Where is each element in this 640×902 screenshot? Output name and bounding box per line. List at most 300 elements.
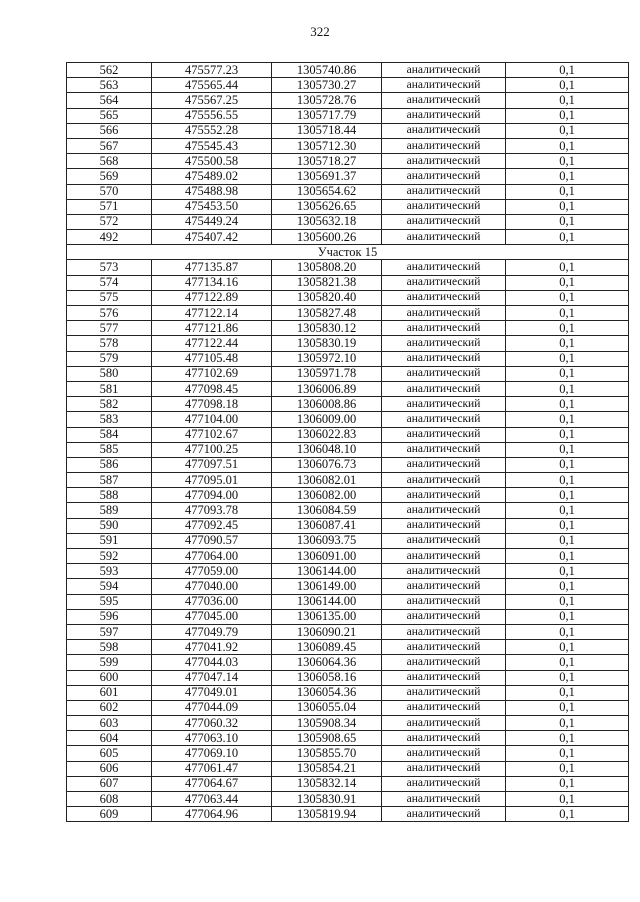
point-number-cell: 583 — [67, 412, 152, 427]
point-number-cell: 597 — [67, 624, 152, 639]
point-number-cell: 601 — [67, 685, 152, 700]
accuracy-cell: 0,1 — [506, 214, 629, 229]
accuracy-cell: 0,1 — [506, 397, 629, 412]
accuracy-cell: 0,1 — [506, 123, 629, 138]
x-coordinate-cell: 475449.24 — [152, 214, 272, 229]
accuracy-cell: 0,1 — [506, 609, 629, 624]
x-coordinate-cell: 477049.01 — [152, 685, 272, 700]
point-number-cell: 562 — [67, 63, 152, 78]
x-coordinate-cell: 477063.10 — [152, 731, 272, 746]
point-number-cell: 605 — [67, 746, 152, 761]
method-cell: аналитический — [382, 78, 506, 93]
section-header-body — [67, 245, 629, 260]
x-coordinate-cell: 477064.00 — [152, 549, 272, 564]
table-row — [67, 397, 629, 412]
method-cell: аналитический — [382, 260, 506, 275]
method-cell: аналитический — [382, 640, 506, 655]
method-cell: аналитический — [382, 351, 506, 366]
accuracy-cell: 0,1 — [506, 640, 629, 655]
point-number-cell: 566 — [67, 123, 152, 138]
x-coordinate-cell: 477041.92 — [152, 640, 272, 655]
table-row — [67, 123, 629, 138]
x-coordinate-cell: 477094.00 — [152, 488, 272, 503]
accuracy-cell: 0,1 — [506, 579, 629, 594]
accuracy-cell: 0,1 — [506, 306, 629, 321]
table-row — [67, 366, 629, 381]
y-coordinate-cell: 1306084.59 — [272, 503, 382, 518]
point-number-cell: 570 — [67, 184, 152, 199]
point-number-cell: 574 — [67, 275, 152, 290]
method-cell: аналитический — [382, 427, 506, 442]
x-coordinate-cell: 477044.03 — [152, 655, 272, 670]
method-cell: аналитический — [382, 336, 506, 351]
y-coordinate-cell: 1306089.45 — [272, 640, 382, 655]
table-row — [67, 138, 629, 153]
method-cell: аналитический — [382, 169, 506, 184]
method-cell: аналитический — [382, 412, 506, 427]
accuracy-cell: 0,1 — [506, 351, 629, 366]
table-row — [67, 351, 629, 366]
x-coordinate-cell: 477069.10 — [152, 746, 272, 761]
table-row — [67, 807, 629, 822]
method-cell: аналитический — [382, 533, 506, 548]
y-coordinate-cell: 1306082.00 — [272, 488, 382, 503]
x-coordinate-cell: 477061.47 — [152, 761, 272, 776]
table-row — [67, 731, 629, 746]
point-number-cell: 585 — [67, 442, 152, 457]
accuracy-cell: 0,1 — [506, 230, 629, 245]
method-cell: аналитический — [382, 123, 506, 138]
x-coordinate-cell: 477100.25 — [152, 442, 272, 457]
y-coordinate-cell: 1306144.00 — [272, 564, 382, 579]
x-coordinate-cell: 477098.45 — [152, 381, 272, 396]
point-number-cell: 603 — [67, 716, 152, 731]
table-row — [67, 518, 629, 533]
y-coordinate-cell: 1305854.21 — [272, 761, 382, 776]
method-cell: аналитический — [382, 488, 506, 503]
point-number-cell: 563 — [67, 78, 152, 93]
accuracy-cell: 0,1 — [506, 154, 629, 169]
point-number-cell: 586 — [67, 457, 152, 472]
accuracy-cell: 0,1 — [506, 336, 629, 351]
method-cell: аналитический — [382, 230, 506, 245]
y-coordinate-cell: 1305632.18 — [272, 214, 382, 229]
accuracy-cell: 0,1 — [506, 169, 629, 184]
method-cell: аналитический — [382, 381, 506, 396]
accuracy-cell: 0,1 — [506, 199, 629, 214]
point-number-cell: 565 — [67, 108, 152, 123]
x-coordinate-cell: 477092.45 — [152, 518, 272, 533]
y-coordinate-cell: 1305730.27 — [272, 78, 382, 93]
method-cell: аналитический — [382, 214, 506, 229]
y-coordinate-cell: 1305718.44 — [272, 123, 382, 138]
y-coordinate-cell: 1306082.01 — [272, 473, 382, 488]
accuracy-cell: 0,1 — [506, 624, 629, 639]
y-coordinate-cell: 1306149.00 — [272, 579, 382, 594]
accuracy-cell: 0,1 — [506, 518, 629, 533]
accuracy-cell: 0,1 — [506, 807, 629, 822]
table-row — [67, 169, 629, 184]
point-number-cell: 594 — [67, 579, 152, 594]
x-coordinate-cell: 475488.98 — [152, 184, 272, 199]
y-coordinate-cell: 1305712.30 — [272, 138, 382, 153]
table-row — [67, 776, 629, 791]
method-cell: аналитический — [382, 564, 506, 579]
method-cell: аналитический — [382, 594, 506, 609]
accuracy-cell: 0,1 — [506, 427, 629, 442]
x-coordinate-cell: 477059.00 — [152, 564, 272, 579]
y-coordinate-cell: 1305827.48 — [272, 306, 382, 321]
y-coordinate-cell: 1306087.41 — [272, 518, 382, 533]
x-coordinate-cell: 475500.58 — [152, 154, 272, 169]
point-number-cell: 593 — [67, 564, 152, 579]
y-coordinate-cell: 1306058.16 — [272, 670, 382, 685]
table-row — [67, 275, 629, 290]
y-coordinate-cell: 1305819.94 — [272, 807, 382, 822]
table-row — [67, 609, 629, 624]
x-coordinate-cell: 475552.28 — [152, 123, 272, 138]
accuracy-cell: 0,1 — [506, 746, 629, 761]
method-cell: аналитический — [382, 184, 506, 199]
method-cell: аналитический — [382, 685, 506, 700]
x-coordinate-cell: 477090.57 — [152, 533, 272, 548]
x-coordinate-cell: 477134.16 — [152, 275, 272, 290]
accuracy-cell: 0,1 — [506, 381, 629, 396]
method-cell: аналитический — [382, 275, 506, 290]
point-number-cell: 606 — [67, 761, 152, 776]
accuracy-cell: 0,1 — [506, 700, 629, 715]
accuracy-cell: 0,1 — [506, 792, 629, 807]
method-cell: аналитический — [382, 700, 506, 715]
point-number-cell: 579 — [67, 351, 152, 366]
page-number: 322 — [310, 24, 330, 39]
point-number-cell: 590 — [67, 518, 152, 533]
y-coordinate-cell: 1306090.21 — [272, 624, 382, 639]
accuracy-cell: 0,1 — [506, 366, 629, 381]
table-body-after — [67, 260, 629, 822]
y-coordinate-cell: 1306055.04 — [272, 700, 382, 715]
y-coordinate-cell: 1305971.78 — [272, 366, 382, 381]
method-cell: аналитический — [382, 624, 506, 639]
point-number-cell: 575 — [67, 290, 152, 305]
point-number-cell: 578 — [67, 336, 152, 351]
table-body-before — [67, 63, 629, 245]
y-coordinate-cell: 1305820.40 — [272, 290, 382, 305]
accuracy-cell: 0,1 — [506, 78, 629, 93]
table-row — [67, 336, 629, 351]
table-row — [67, 78, 629, 93]
method-cell: аналитический — [382, 792, 506, 807]
y-coordinate-cell: 1305830.91 — [272, 792, 382, 807]
method-cell: аналитический — [382, 457, 506, 472]
table-row — [67, 306, 629, 321]
method-cell: аналитический — [382, 776, 506, 791]
point-number-cell: 577 — [67, 321, 152, 336]
accuracy-cell: 0,1 — [506, 184, 629, 199]
method-cell: аналитический — [382, 154, 506, 169]
point-number-cell: 580 — [67, 366, 152, 381]
x-coordinate-cell: 475407.42 — [152, 230, 272, 245]
accuracy-cell: 0,1 — [506, 108, 629, 123]
table-row — [67, 640, 629, 655]
x-coordinate-cell: 475577.23 — [152, 63, 272, 78]
table-row — [67, 442, 629, 457]
point-number-cell: 584 — [67, 427, 152, 442]
y-coordinate-cell: 1306006.89 — [272, 381, 382, 396]
table-row — [67, 533, 629, 548]
accuracy-cell: 0,1 — [506, 594, 629, 609]
table-row — [67, 624, 629, 639]
table-row — [67, 594, 629, 609]
table-row — [67, 321, 629, 336]
method-cell: аналитический — [382, 93, 506, 108]
method-cell: аналитический — [382, 321, 506, 336]
x-coordinate-cell: 477044.09 — [152, 700, 272, 715]
x-coordinate-cell: 475565.44 — [152, 78, 272, 93]
x-coordinate-cell: 477097.51 — [152, 457, 272, 472]
y-coordinate-cell: 1306064.36 — [272, 655, 382, 670]
y-coordinate-cell: 1306135.00 — [272, 609, 382, 624]
y-coordinate-cell: 1306144.00 — [272, 594, 382, 609]
accuracy-cell: 0,1 — [506, 685, 629, 700]
accuracy-cell: 0,1 — [506, 321, 629, 336]
y-coordinate-cell: 1306022.83 — [272, 427, 382, 442]
method-cell: аналитический — [382, 473, 506, 488]
y-coordinate-cell: 1305600.26 — [272, 230, 382, 245]
x-coordinate-cell: 477047.14 — [152, 670, 272, 685]
x-coordinate-cell: 477105.48 — [152, 351, 272, 366]
method-cell: аналитический — [382, 518, 506, 533]
accuracy-cell: 0,1 — [506, 670, 629, 685]
point-number-cell: 567 — [67, 138, 152, 153]
table-row — [67, 154, 629, 169]
point-number-cell: 588 — [67, 488, 152, 503]
point-number-cell: 569 — [67, 169, 152, 184]
accuracy-cell: 0,1 — [506, 260, 629, 275]
x-coordinate-cell: 477135.87 — [152, 260, 272, 275]
y-coordinate-cell: 1305717.79 — [272, 108, 382, 123]
method-cell: аналитический — [382, 306, 506, 321]
x-coordinate-cell: 475489.02 — [152, 169, 272, 184]
table-row — [67, 670, 629, 685]
accuracy-cell: 0,1 — [506, 731, 629, 746]
point-number-cell: 568 — [67, 154, 152, 169]
accuracy-cell: 0,1 — [506, 290, 629, 305]
table-row — [67, 685, 629, 700]
method-cell: аналитический — [382, 397, 506, 412]
x-coordinate-cell: 477064.67 — [152, 776, 272, 791]
point-number-cell: 581 — [67, 381, 152, 396]
table-row — [67, 63, 629, 78]
method-cell: аналитический — [382, 761, 506, 776]
accuracy-cell: 0,1 — [506, 442, 629, 457]
table-row — [67, 746, 629, 761]
accuracy-cell: 0,1 — [506, 761, 629, 776]
y-coordinate-cell: 1305718.27 — [272, 154, 382, 169]
section-header-row — [67, 245, 629, 260]
y-coordinate-cell: 1305821.38 — [272, 275, 382, 290]
point-number-cell: 592 — [67, 549, 152, 564]
x-coordinate-cell: 475567.25 — [152, 93, 272, 108]
coordinates-table — [66, 62, 629, 822]
point-number-cell: 492 — [67, 230, 152, 245]
method-cell: аналитический — [382, 731, 506, 746]
y-coordinate-cell: 1306008.86 — [272, 397, 382, 412]
y-coordinate-cell: 1305830.19 — [272, 336, 382, 351]
point-number-cell: 607 — [67, 776, 152, 791]
table-row — [67, 792, 629, 807]
y-coordinate-cell: 1306091.00 — [272, 549, 382, 564]
point-number-cell: 608 — [67, 792, 152, 807]
method-cell: аналитический — [382, 503, 506, 518]
point-number-cell: 596 — [67, 609, 152, 624]
x-coordinate-cell: 477064.96 — [152, 807, 272, 822]
method-cell: аналитический — [382, 63, 506, 78]
accuracy-cell: 0,1 — [506, 473, 629, 488]
x-coordinate-cell: 477036.00 — [152, 594, 272, 609]
method-cell: аналитический — [382, 199, 506, 214]
y-coordinate-cell: 1305855.70 — [272, 746, 382, 761]
point-number-cell: 589 — [67, 503, 152, 518]
y-coordinate-cell: 1305691.37 — [272, 169, 382, 184]
table-row — [67, 230, 629, 245]
accuracy-cell: 0,1 — [506, 533, 629, 548]
x-coordinate-cell: 475556.55 — [152, 108, 272, 123]
method-cell: аналитический — [382, 609, 506, 624]
y-coordinate-cell: 1305832.14 — [272, 776, 382, 791]
accuracy-cell: 0,1 — [506, 549, 629, 564]
table-row — [67, 381, 629, 396]
x-coordinate-cell: 477122.89 — [152, 290, 272, 305]
accuracy-cell: 0,1 — [506, 412, 629, 427]
point-number-cell: 598 — [67, 640, 152, 655]
x-coordinate-cell: 477060.32 — [152, 716, 272, 731]
x-coordinate-cell: 477102.67 — [152, 427, 272, 442]
point-number-cell: 602 — [67, 700, 152, 715]
method-cell: аналитический — [382, 746, 506, 761]
point-number-cell: 604 — [67, 731, 152, 746]
point-number-cell: 571 — [67, 199, 152, 214]
table-row — [67, 184, 629, 199]
method-cell: аналитический — [382, 442, 506, 457]
x-coordinate-cell: 477102.69 — [152, 366, 272, 381]
table-row — [67, 199, 629, 214]
table-row — [67, 412, 629, 427]
point-number-cell: 576 — [67, 306, 152, 321]
y-coordinate-cell: 1305972.10 — [272, 351, 382, 366]
x-coordinate-cell: 477040.00 — [152, 579, 272, 594]
section-label: Участок 15 — [67, 245, 629, 260]
table-row — [67, 579, 629, 594]
point-number-cell: 572 — [67, 214, 152, 229]
method-cell: аналитический — [382, 366, 506, 381]
x-coordinate-cell: 477098.18 — [152, 397, 272, 412]
accuracy-cell: 0,1 — [506, 488, 629, 503]
accuracy-cell: 0,1 — [506, 63, 629, 78]
y-coordinate-cell: 1306093.75 — [272, 533, 382, 548]
x-coordinate-cell: 475545.43 — [152, 138, 272, 153]
point-number-cell: 599 — [67, 655, 152, 670]
y-coordinate-cell: 1305808.20 — [272, 260, 382, 275]
x-coordinate-cell: 477122.14 — [152, 306, 272, 321]
accuracy-cell: 0,1 — [506, 716, 629, 731]
table-row — [67, 761, 629, 776]
accuracy-cell: 0,1 — [506, 503, 629, 518]
y-coordinate-cell: 1305830.12 — [272, 321, 382, 336]
table-row — [67, 108, 629, 123]
table-row — [67, 473, 629, 488]
x-coordinate-cell: 477045.00 — [152, 609, 272, 624]
method-cell: аналитический — [382, 807, 506, 822]
table-row — [67, 290, 629, 305]
point-number-cell: 591 — [67, 533, 152, 548]
point-number-cell: 564 — [67, 93, 152, 108]
accuracy-cell: 0,1 — [506, 776, 629, 791]
table-row — [67, 503, 629, 518]
y-coordinate-cell: 1306048.10 — [272, 442, 382, 457]
accuracy-cell: 0,1 — [506, 275, 629, 290]
table-row — [67, 716, 629, 731]
table-row — [67, 214, 629, 229]
method-cell: аналитический — [382, 549, 506, 564]
x-coordinate-cell: 477104.00 — [152, 412, 272, 427]
x-coordinate-cell: 477122.44 — [152, 336, 272, 351]
table-row — [67, 700, 629, 715]
y-coordinate-cell: 1305740.86 — [272, 63, 382, 78]
table-row — [67, 457, 629, 472]
y-coordinate-cell: 1306054.36 — [272, 685, 382, 700]
accuracy-cell: 0,1 — [506, 655, 629, 670]
table-row — [67, 427, 629, 442]
accuracy-cell: 0,1 — [506, 93, 629, 108]
point-number-cell: 587 — [67, 473, 152, 488]
point-number-cell: 582 — [67, 397, 152, 412]
method-cell: аналитический — [382, 138, 506, 153]
x-coordinate-cell: 477095.01 — [152, 473, 272, 488]
y-coordinate-cell: 1306076.73 — [272, 457, 382, 472]
y-coordinate-cell: 1306009.00 — [272, 412, 382, 427]
y-coordinate-cell: 1305654.62 — [272, 184, 382, 199]
point-number-cell: 595 — [67, 594, 152, 609]
y-coordinate-cell: 1305728.76 — [272, 93, 382, 108]
x-coordinate-cell: 477063.44 — [152, 792, 272, 807]
point-number-cell: 609 — [67, 807, 152, 822]
accuracy-cell: 0,1 — [506, 138, 629, 153]
table-row — [67, 655, 629, 670]
method-cell: аналитический — [382, 670, 506, 685]
method-cell: аналитический — [382, 655, 506, 670]
table-row — [67, 564, 629, 579]
table-row — [67, 93, 629, 108]
method-cell: аналитический — [382, 290, 506, 305]
table-row — [67, 549, 629, 564]
method-cell: аналитический — [382, 579, 506, 594]
accuracy-cell: 0,1 — [506, 457, 629, 472]
x-coordinate-cell: 477121.86 — [152, 321, 272, 336]
accuracy-cell: 0,1 — [506, 564, 629, 579]
table-row — [67, 488, 629, 503]
point-number-cell: 573 — [67, 260, 152, 275]
x-coordinate-cell: 477093.78 — [152, 503, 272, 518]
table-row — [67, 260, 629, 275]
x-coordinate-cell: 477049.79 — [152, 624, 272, 639]
method-cell: аналитический — [382, 108, 506, 123]
y-coordinate-cell: 1305626.65 — [272, 199, 382, 214]
y-coordinate-cell: 1305908.65 — [272, 731, 382, 746]
method-cell: аналитический — [382, 716, 506, 731]
point-number-cell: 600 — [67, 670, 152, 685]
y-coordinate-cell: 1305908.34 — [272, 716, 382, 731]
